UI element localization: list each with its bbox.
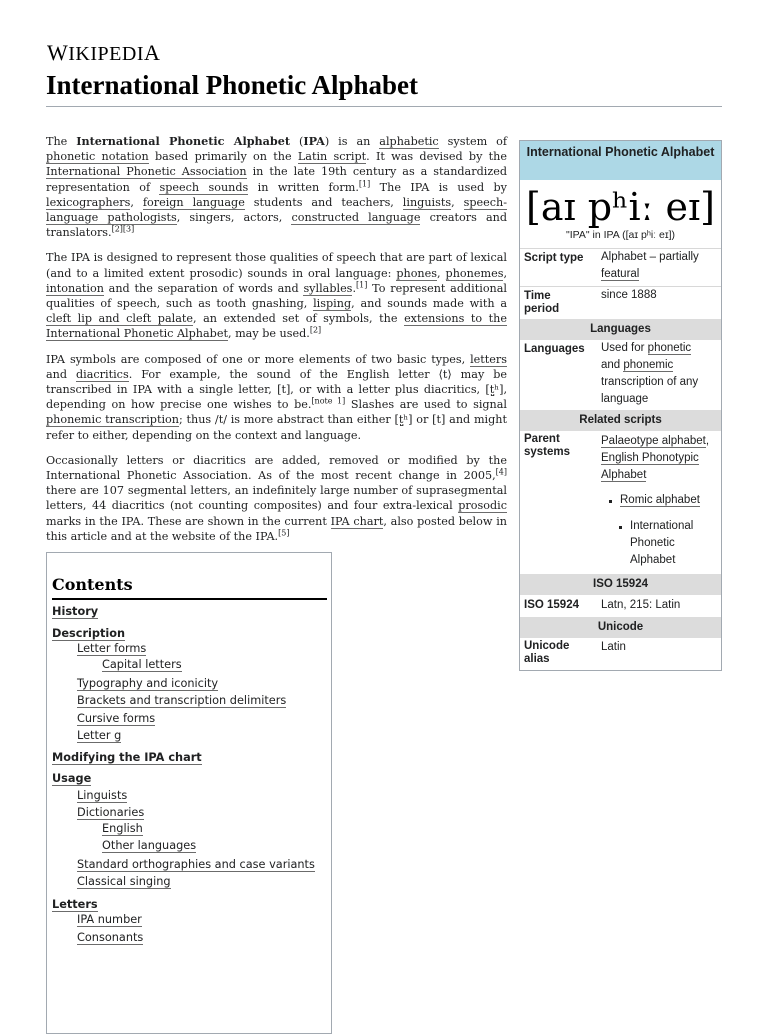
article-link[interactable]: intonation	[46, 281, 104, 295]
paragraph-text: based primarily on the	[148, 150, 298, 164]
paragraph-text: The IPA is designed to represent those qualities of speech that are part of lexical (and to a limited extent prosodic) sounds in oral language:	[46, 251, 507, 280]
article-link[interactable]: extensions to the International Phonetic Alphabet	[46, 312, 507, 341]
english-phonotypic-link-cont[interactable]: Alphabet	[601, 469, 647, 481]
article-link[interactable]: phonemes	[445, 266, 504, 280]
toc-item-label: Usage	[52, 772, 92, 785]
article-link[interactable]: lexicographers	[46, 195, 131, 209]
wordmark-middle: IKIPEDI	[68, 43, 144, 65]
ipa-child-line: International	[630, 520, 694, 532]
toc-item-label: History	[52, 605, 99, 618]
paragraph-text: . For example, the sound of the English letter ⟨t⟩ may be transcribed in IPA with a single letter, [t], or with a letter plus diacritics, [t̺ʰ], depending on how precise one wishes to be.	[46, 367, 508, 412]
paragraph-2	[46, 250, 507, 341]
toc-item[interactable]	[77, 806, 144, 819]
paragraph-text: The IPA is used by	[370, 180, 507, 194]
paragraph-text: in written form.	[248, 180, 359, 194]
paragraph-1	[46, 134, 507, 240]
article-link[interactable]: letters	[470, 352, 507, 366]
iso-15924-value: Latn, 215: Latin	[601, 599, 681, 611]
time-period-value: since 1888	[601, 289, 657, 301]
paragraph-text: in the late 19th century as a standardized representation of	[46, 165, 507, 194]
article-link[interactable]: prosodic	[458, 499, 507, 513]
script-type-label: Script type	[524, 252, 584, 264]
reference-link[interactable]: [4]	[495, 467, 507, 477]
toc-item[interactable]	[77, 729, 121, 742]
bold-term: IPA	[303, 134, 325, 148]
article-link[interactable]: phonemic transcription	[46, 413, 179, 427]
toc-item-label: Capital letters	[102, 658, 182, 671]
paragraph-text: ,	[451, 195, 464, 209]
paragraph-text: , and sounds made with a	[351, 297, 507, 311]
paragraph-text: IPA symbols are composed of one or more elements of two basic types,	[46, 352, 471, 366]
paragraph-text: Slashes are used to signal	[345, 398, 508, 412]
paragraph-text: creators and translators.	[46, 211, 508, 240]
toc-item[interactable]	[52, 898, 98, 911]
parent-systems-label-line: systems	[524, 446, 571, 458]
romic-alphabet-item	[620, 492, 738, 509]
toc-item-label: Brackets and transcription delimiters	[77, 694, 287, 707]
romic-alphabet-link[interactable]: Romic alphabet	[620, 494, 700, 506]
languages-value-text: language	[601, 393, 649, 405]
paragraph-text: , an extended set of symbols, the	[193, 312, 405, 326]
article-body	[46, 134, 507, 554]
reference-link[interactable]: [1]	[358, 178, 371, 188]
toc-item[interactable]	[77, 642, 146, 655]
paragraph-text: students and teachers,	[244, 195, 403, 209]
paragraph-text: .	[352, 281, 356, 295]
toc-item-label: Classical singing	[77, 875, 171, 888]
time-period-label-line: Time	[524, 290, 551, 302]
toc-item[interactable]	[52, 605, 98, 618]
toc-item-label: Dictionaries	[77, 806, 145, 819]
paragraph-text: ,	[130, 195, 143, 209]
toc-item[interactable]	[102, 839, 196, 852]
toc-item[interactable]	[77, 694, 286, 707]
toc-item[interactable]	[52, 772, 91, 785]
infobox	[519, 140, 722, 671]
unicode-header: Unicode	[520, 617, 721, 638]
article-link[interactable]: diacritics	[76, 367, 129, 381]
languages-value	[601, 340, 719, 408]
toc-item-label: Linguists	[77, 789, 128, 802]
toc-item-label: Consonants	[77, 931, 144, 944]
reference-link[interactable]: [2][3]	[111, 224, 135, 234]
toc-item-label: Description	[52, 627, 126, 640]
palaeotype-alphabet-link[interactable]: Palaeotype alphabet	[601, 435, 706, 447]
toc-item-label: Modifying the IPA chart	[52, 751, 202, 764]
page-title: International Phonetic Alphabet	[46, 70, 419, 100]
time-period-label	[524, 290, 594, 316]
article-link[interactable]: phonetic notation	[46, 150, 149, 164]
script-type-value-line: Alphabet – partially	[601, 251, 699, 263]
paragraph-text: To represent additional qualities of speech, such as tooth gnashing,	[46, 281, 508, 311]
toc-item-label: Other languages	[102, 839, 197, 852]
languages-label: Languages	[524, 343, 585, 355]
article-link[interactable]: foreign language	[142, 195, 245, 209]
parent-systems-value: Palaeotype alphabet, English Phonotypic Alphabet	[601, 435, 710, 481]
phonetic-link[interactable]: phonetic	[647, 342, 692, 354]
ipa-child-line: Alphabet	[630, 554, 676, 566]
paragraph-text: and	[46, 367, 76, 381]
article-link[interactable]: cleft lip and cleft palate	[46, 312, 193, 326]
paragraph-text: marks in the IPA. These are shown in the current	[46, 514, 331, 528]
languages-value-text: and	[601, 359, 621, 371]
paragraph-text: and the separation of words and	[103, 281, 304, 295]
paragraph-text: Occasionally letters or diacritics are added, removed or modified by the International Phonetic Association. As of the most recent change in 2005,	[46, 453, 507, 483]
paragraph-text: , also posted below in this article and at the website of the IPA.	[46, 514, 507, 543]
paragraph-text: ) is an	[324, 135, 380, 148]
languages-header: Languages	[520, 319, 721, 340]
paragraph-text: ,	[437, 266, 446, 280]
toc-item-label: Letter g	[77, 729, 122, 742]
article-link[interactable]: speech-language pathologists	[46, 195, 507, 225]
article-link[interactable]: International Phonetic Association	[46, 165, 247, 179]
toc-title: Contents	[52, 575, 133, 594]
unicode-alias-label-line: alias	[524, 653, 550, 665]
article-link[interactable]: alphabetic	[379, 135, 439, 148]
title-divider	[46, 106, 722, 107]
bullet-icon	[609, 500, 612, 503]
parent-systems-label-line: Parent	[524, 433, 560, 445]
reference-link[interactable]: [note 1]	[311, 396, 346, 406]
infobox-caption: "IPA" in IPA ([aɪ pʰiː eɪ])	[565, 229, 676, 241]
toc-item-label: Letter forms	[77, 642, 147, 655]
infobox-title: International Phonetic Alphabet	[520, 141, 721, 180]
script-type-value	[601, 249, 719, 283]
wordmark-final: A	[143, 40, 161, 65]
unicode-alias-value: Latin	[601, 641, 626, 653]
reference-link[interactable]: [1]	[356, 280, 368, 290]
article-link[interactable]: linguists	[402, 195, 452, 209]
reference-link[interactable]: [5]	[278, 528, 290, 538]
paragraph-text: ,	[503, 266, 507, 280]
toc-item[interactable]	[102, 822, 143, 835]
paragraph-4	[46, 453, 507, 544]
paragraph-text: , may be used.	[227, 327, 310, 341]
paragraph-text: (	[290, 135, 304, 148]
article-link[interactable]: Latin script	[297, 150, 367, 164]
toc-item[interactable]	[77, 677, 218, 690]
toc-item-label: Cursive forms	[77, 712, 156, 725]
toc-item[interactable]	[77, 913, 142, 926]
toc-item[interactable]	[77, 712, 155, 725]
wordmark-initial: W	[47, 40, 69, 65]
article-link[interactable]: speech sounds	[159, 180, 249, 194]
bold-term: International Phonetic Alphabet	[76, 134, 291, 148]
toc-item-label: Standard orthographies and case variants	[77, 858, 315, 871]
toc-item[interactable]	[77, 875, 171, 888]
toc-item[interactable]	[77, 931, 143, 944]
parent-systems-label	[524, 433, 594, 459]
iso-15924-label: ISO 15924	[524, 599, 579, 611]
paragraph-text: , singers, actors,	[176, 211, 292, 225]
paragraph-3	[46, 352, 507, 443]
article-link[interactable]: syllables	[303, 281, 353, 295]
ipa-child-item	[630, 518, 718, 569]
toc-divider	[52, 598, 327, 600]
article-link[interactable]: phones	[396, 266, 437, 280]
toc-item-label: English	[102, 822, 143, 835]
toc-item[interactable]	[52, 627, 125, 640]
toc-item-label: IPA number	[77, 913, 142, 926]
paragraph-text: ; thus /t/ is more abstract than either [t̺ʰ] or [t] and might refer to either, depending on the context and language.	[46, 413, 508, 442]
related-scripts-header: Related scripts	[520, 410, 721, 431]
table-of-contents	[46, 552, 332, 1034]
unicode-alias-label-line: Unicode	[524, 640, 570, 652]
ipa-child-line: Phonetic	[630, 537, 675, 549]
languages-value-text: Used for	[601, 342, 645, 354]
time-period-label-line: period	[524, 303, 560, 315]
paragraph-text: system of	[438, 135, 508, 148]
phonemic-link[interactable]: phonemic	[623, 359, 674, 371]
toc-item[interactable]	[77, 789, 127, 802]
english-phonotypic-link[interactable]: English Phonotypic	[601, 452, 699, 464]
paragraph-text: The	[46, 135, 77, 148]
toc-item-label: Typography and iconicity	[77, 677, 219, 690]
article-link[interactable]: constructed language	[291, 211, 421, 225]
reference-link[interactable]: [2]	[309, 325, 322, 335]
toc-item-label: Letters	[52, 898, 98, 911]
languages-value-text: transcription of any	[601, 376, 699, 388]
featural-link[interactable]: featural	[601, 268, 640, 280]
iso-15924-header: ISO 15924	[520, 574, 721, 595]
article-link[interactable]: IPA chart	[330, 514, 384, 528]
paragraph-text: there are 107 segmental letters, an indefinitely large number of suprasegmental letters, 44 diacritics (not counting composites) and four extra-lexical	[46, 484, 507, 513]
toc-item[interactable]	[77, 858, 315, 871]
toc-item[interactable]	[52, 751, 202, 764]
unicode-alias-label	[524, 640, 594, 666]
bullet-icon	[619, 526, 622, 529]
toc-item[interactable]	[102, 658, 182, 671]
wikipedia-wordmark[interactable]	[47, 40, 160, 66]
article-link[interactable]: lisping	[313, 297, 352, 311]
paragraph-text: . It was devised by the	[366, 150, 507, 164]
infobox-ipa-transcription: [aɪ pʰiː eɪ]	[526, 185, 715, 229]
